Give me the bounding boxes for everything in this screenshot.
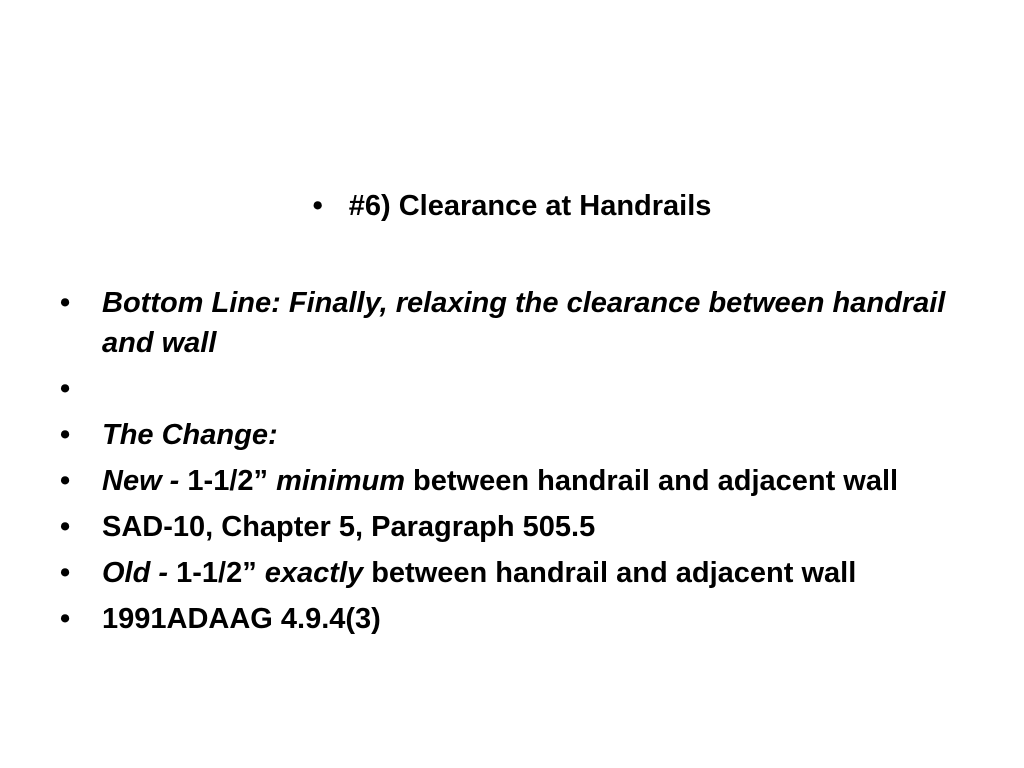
bullet-item-sad-reference xyxy=(60,507,980,547)
title-text: #6) Clearance at Handrails xyxy=(348,190,712,222)
bullet-item-new xyxy=(60,461,980,501)
bullet-dot: • xyxy=(60,287,71,319)
adaag-reference-text: 1991ADAAG 4.9.4(3) xyxy=(102,603,381,635)
old-qualifier: exactly xyxy=(264,557,364,589)
sad-reference-text: SAD-10, Chapter 5, Paragraph 505.5 xyxy=(102,511,596,543)
bullet-list xyxy=(60,283,980,645)
bullet-dot: • xyxy=(60,465,71,497)
bullet-item-empty xyxy=(60,369,980,409)
new-measure: 1-1/2” xyxy=(187,465,277,497)
new-label: New - xyxy=(102,465,188,497)
old-label: Old - xyxy=(102,557,177,589)
bullet-dot: • xyxy=(60,557,71,589)
new-description: between handrail and adjacent wall xyxy=(404,465,899,497)
bullet-item-bottom-line xyxy=(60,283,980,363)
bullet-item-the-change xyxy=(60,415,980,455)
old-measure: 1-1/2” xyxy=(176,557,265,589)
slide-title xyxy=(0,186,1024,226)
the-change-text: The Change: xyxy=(102,419,278,451)
bullet-item-adaag-reference xyxy=(60,599,980,639)
title-bullet: • xyxy=(312,190,323,222)
bullet-dot: • xyxy=(60,419,71,451)
bottom-line-text: Bottom Line: Finally, relaxing the clearance between handrail and wall xyxy=(102,287,946,359)
bullet-dot: • xyxy=(60,603,71,635)
bullet-dot: • xyxy=(60,373,71,405)
bullet-item-old xyxy=(60,553,980,593)
new-qualifier: minimum xyxy=(276,465,405,497)
old-description: between handrail and adjacent wall xyxy=(363,557,857,589)
bullet-dot: • xyxy=(60,511,71,543)
